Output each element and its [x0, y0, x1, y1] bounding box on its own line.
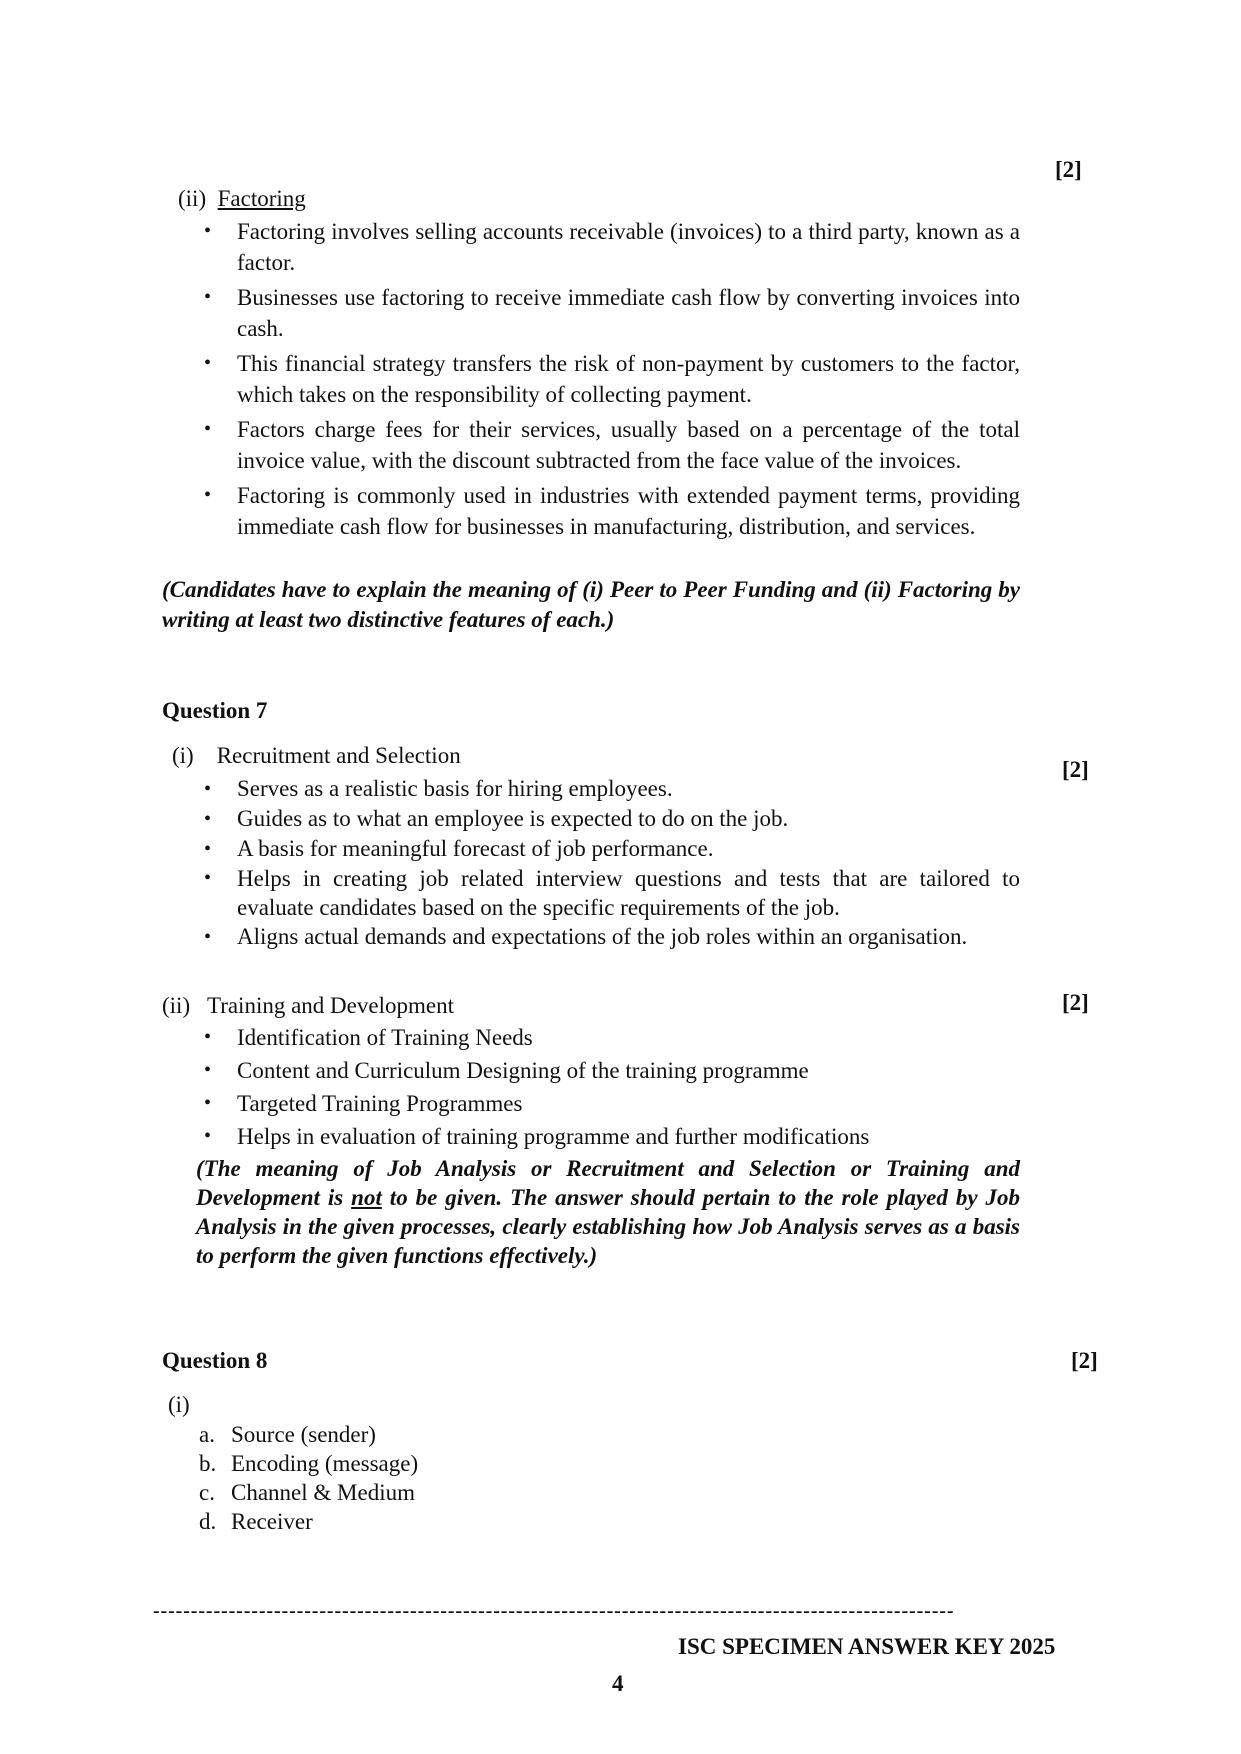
- part-title: Factoring: [217, 186, 306, 211]
- examiner-note: (Candidates have to explain the meaning of (i) Peer to Peer Funding and (ii) Factoring by writing at least two distinctive features of each.): [162, 577, 1020, 632]
- bullet-list: [167, 774, 1020, 952]
- sub-part-heading: [162, 990, 454, 1021]
- list-item: • This financial strategy transfers the risk of non-payment by customers to the factor, which takes on the responsibility of collecting payment.: [167, 348, 1020, 410]
- list-item: • Factors charge fees for their services, usually based on a percentage of the total invoice value, with the discount subtracted from the face value of the invoices.: [167, 414, 1020, 476]
- marks-label: [2]: [1062, 757, 1089, 782]
- note-emphasis: not: [351, 1185, 382, 1210]
- part-number: (i): [172, 743, 194, 768]
- list-item: • Identification of Training Needs: [167, 1021, 1020, 1054]
- marks-label: [2]: [1055, 157, 1082, 182]
- list-item: • Helps in evaluation of training programme and further modifications: [167, 1120, 1020, 1153]
- lettered-list: [161, 1420, 661, 1536]
- list-item: • Targeted Training Programmes: [167, 1087, 1020, 1120]
- list-item: • Factoring is commonly used in industries with extended payment terms, providing immediate cash flow for businesses in manufacturing, distribution, and services.: [167, 480, 1020, 542]
- footer-rule: ----------------------------------------------------------------------------------------------------------: [153, 1600, 955, 1622]
- question-heading: Question 7: [162, 698, 268, 723]
- factoring-heading: [178, 183, 306, 214]
- part-number: (i): [168, 1392, 190, 1417]
- item-text: Encoding (message): [231, 1451, 419, 1476]
- item-text: Source (sender): [231, 1422, 376, 1447]
- footer-title: ISC SPECIMEN ANSWER KEY 2025: [678, 1634, 1056, 1659]
- item-letter: d.: [199, 1509, 217, 1534]
- list-item: • Businesses use factoring to receive immediate cash flow by converting invoices into cash.: [167, 282, 1020, 344]
- list-item: • Factoring involves selling accounts receivable (invoices) to a third party, known as a factor.: [167, 216, 1020, 278]
- list-item: [161, 1507, 661, 1536]
- bullet-list: [167, 1021, 1020, 1153]
- item-letter: b.: [199, 1451, 217, 1476]
- marks-label: [2]: [1062, 990, 1089, 1015]
- item-text: Channel & Medium: [231, 1480, 415, 1505]
- item-letter: c.: [199, 1480, 215, 1505]
- list-item: • Content and Curriculum Designing of the training programme: [167, 1054, 1020, 1087]
- note-text: (The meaning of Job Analysis or Recruitment and Selection or Training and Development is: [196, 1156, 1020, 1210]
- item-text: Receiver: [231, 1509, 313, 1534]
- item-letter: a.: [199, 1422, 215, 1447]
- list-item: [161, 1478, 661, 1507]
- list-item: [161, 1449, 661, 1478]
- examiner-note: [196, 1154, 1020, 1270]
- list-item: [161, 1420, 661, 1449]
- part-number: (ii): [178, 186, 207, 211]
- list-item: • Aligns actual demands and expectations of the job roles within an organisation.: [167, 922, 1020, 952]
- note-text: to be given. The answer should pertain to the role played by Job Analysis in the given processes, clearly establishing how Job Analysis serves as a basis to perform the given functions effectively.): [196, 1185, 1020, 1268]
- question-heading: Question 8: [162, 1348, 268, 1373]
- marks-label: [2]: [1071, 1348, 1098, 1373]
- list-item: • Guides as to what an employee is expected to do on the job.: [167, 804, 1020, 834]
- part-title: Recruitment and Selection: [216, 743, 461, 768]
- list-item: • Helps in creating job related interview questions and tests that are tailored to evaluate candidates based on the specific requirements of the job.: [167, 864, 1020, 922]
- list-item: • Serves as a realistic basis for hiring employees.: [167, 774, 1020, 804]
- sub-part-heading: [172, 740, 461, 771]
- page-number: 4: [612, 1671, 624, 1696]
- part-number: (ii): [162, 993, 191, 1018]
- part-title: Training and Development: [206, 993, 454, 1018]
- list-item: • A basis for meaningful forecast of job performance.: [167, 834, 1020, 864]
- factoring-bullet-list: [167, 216, 1020, 542]
